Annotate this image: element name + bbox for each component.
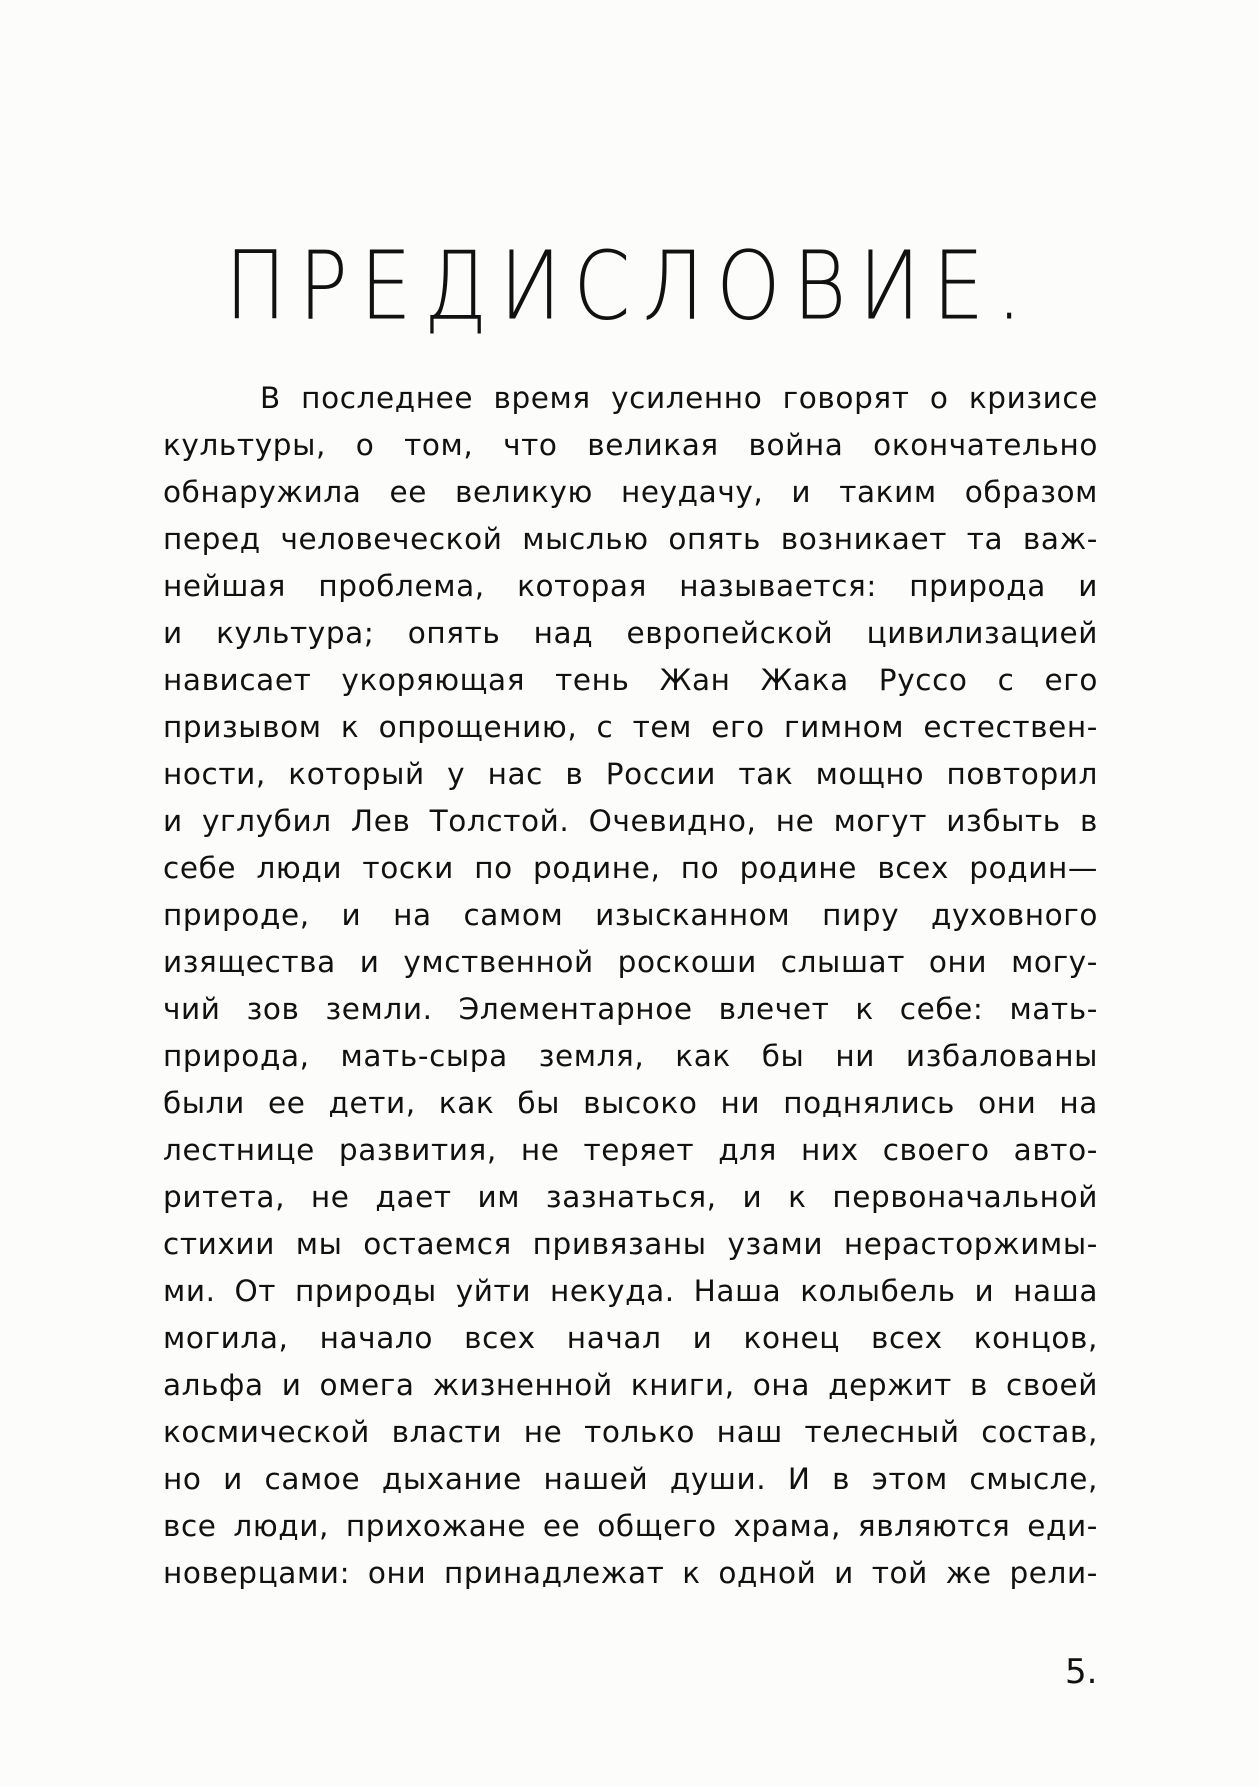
text-line: изящества и умственной роскоши слышат они могу- — [163, 945, 1098, 979]
text-line: себе люди тоски по родине, по родине всех родин— — [163, 851, 1098, 885]
text-line: природе, и на самом изысканном пиру духовного — [163, 898, 1098, 932]
text-line: культуры, о том, что великая война окончательно — [163, 428, 1098, 462]
text-line: могила, начало всех начал и конец всех концов, — [163, 1321, 1098, 1355]
text-line: обнаружила ее великую неудачу, и таким образом — [163, 475, 1098, 509]
text-line: новерцами: они принадлежат к одной и той же рели- — [163, 1556, 1098, 1590]
text-line: космической власти не только наш телесный состав, — [163, 1415, 1098, 1449]
text-line: и культура; опять над европейской цивилизацией — [163, 616, 1098, 650]
body-text — [163, 375, 1098, 1597]
text-line: все люди, прихожане ее общего храма, являются еди- — [163, 1509, 1098, 1543]
chapter-heading: ПРЕДИСЛОВИЕ. — [224, 232, 1035, 342]
text-line: ности, который у нас в России так мощно повторил — [163, 757, 1098, 791]
text-line: лестнице развития, не теряет для них своего авто- — [163, 1133, 1098, 1167]
text-line: призывом к опрощению, с тем его гимном естествен- — [163, 710, 1098, 744]
text-line: ми. От природы уйти некуда. Наша колыбель и наша — [163, 1274, 1098, 1308]
text-line: были ее дети, как бы высоко ни поднялись они на — [163, 1086, 1098, 1120]
text-line: ритета, не дает им зазнаться, и к первоначальной — [163, 1180, 1098, 1214]
text-line: перед человеческой мыслью опять возникает та важ- — [163, 522, 1098, 556]
text-line: но и самое дыхание нашей души. И в этом смысле, — [163, 1462, 1098, 1496]
text-line: нейшая проблема, которая называется: природа и — [163, 569, 1098, 603]
text-line: альфа и омега жизненной книги, она держит в своей — [163, 1368, 1098, 1402]
text-line: и углубил Лев Толстой. Очевидно, не могут избыть в — [163, 804, 1098, 838]
page-number: 5. — [1065, 1652, 1098, 1692]
text-line: природа, мать-сыра земля, как бы ни избалованы — [163, 1039, 1098, 1073]
text-line: чий зов земли. Элементарное влечет к себе: мать- — [163, 992, 1098, 1026]
text-line: стихии мы остаемся привязаны узами нерасторжимы- — [163, 1227, 1098, 1261]
text-line: нависает укоряющая тень Жан Жака Руссо с его — [163, 663, 1098, 697]
text-line: В последнее время усиленно говорят о кризисе — [260, 381, 1098, 415]
